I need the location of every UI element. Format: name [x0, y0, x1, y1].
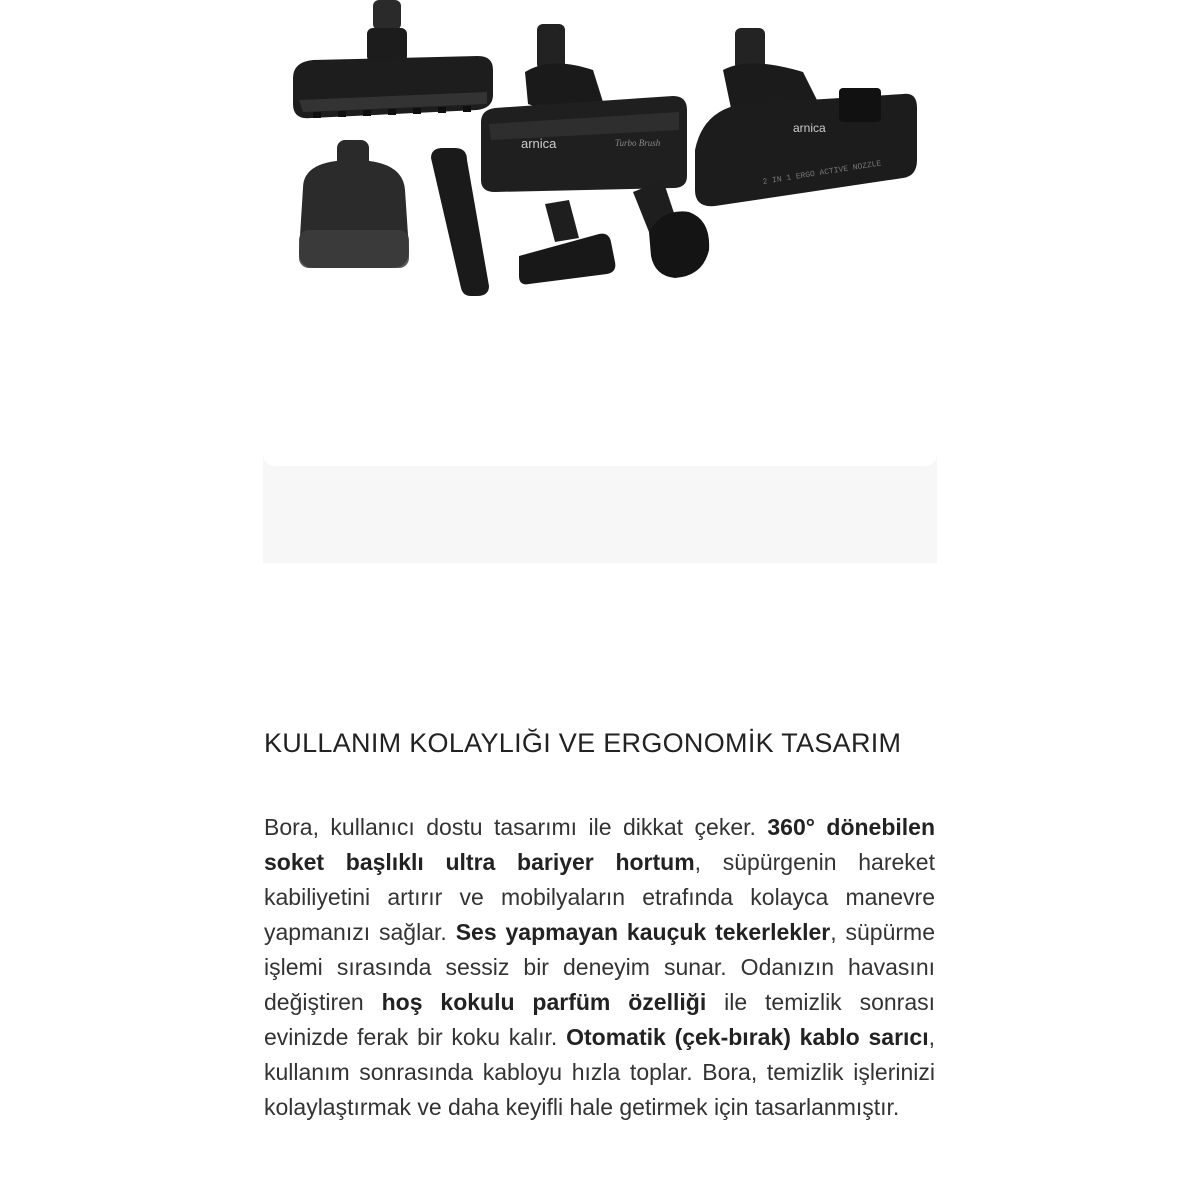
body-highlight: Ses yapmayan kauçuk tekerlekler	[455, 919, 831, 945]
body-text: , süpürgenin hareket kabiliyetini artırır ve mobilyaların etrafında kolayca manevre yapmanızı sağlar.	[264, 849, 935, 945]
mini-turbo-graphic	[299, 140, 409, 268]
upholstery-nozzle-graphic	[519, 200, 615, 284]
floor-nozzle-graphic	[293, 0, 493, 118]
turbo-brush-graphic	[481, 24, 687, 192]
body-text: Bora, kullanıcı dostu tasarımı ile dikkat çeker.	[264, 814, 768, 840]
svg-text:arnica: arnica	[521, 136, 557, 151]
product-image-panel	[263, 0, 937, 563]
section-title: KULLANIM KOLAYLIĞI VE ERGONOMİK TASARIM	[264, 728, 902, 758]
body-highlight: 360° dönebilen soket başlıklı ultra bariyer hortum	[264, 814, 935, 875]
section-body	[264, 810, 935, 1125]
svg-text:arnica: arnica	[793, 121, 826, 135]
ergo-nozzle-graphic	[695, 28, 917, 206]
crevice-tool-graphic	[431, 148, 489, 296]
body-text: , süpürme işlemi sırasında sessiz bir deneyim sunar. Odanızın havasını değiştiren	[264, 919, 935, 1015]
body-highlight: Otomatik (çek-bırak) kablo sarıcı	[566, 1024, 929, 1050]
body-text: , kullanım sonrasında kabloyu hızla toplar. Bora, temizlik işlerinizi kolaylaştırmak ve daha keyifli hale getirmek için tasarlanmıştır.	[264, 1024, 936, 1120]
body-text: ile temizlik sonrası evinizde ferak bir koku kalır.	[264, 989, 935, 1050]
body-highlight: hoş kokulu parfüm özelliği	[381, 989, 707, 1015]
svg-text:2 IN 1 ERGO ACTIVE NOZZLE: 2 IN 1 ERGO ACTIVE NOZZLE	[762, 159, 883, 187]
accessories-illustration	[263, 0, 937, 466]
ease-of-use-section	[264, 722, 935, 1125]
svg-text:Turbo Brush: Turbo Brush	[615, 138, 661, 148]
product-image	[263, 0, 937, 466]
